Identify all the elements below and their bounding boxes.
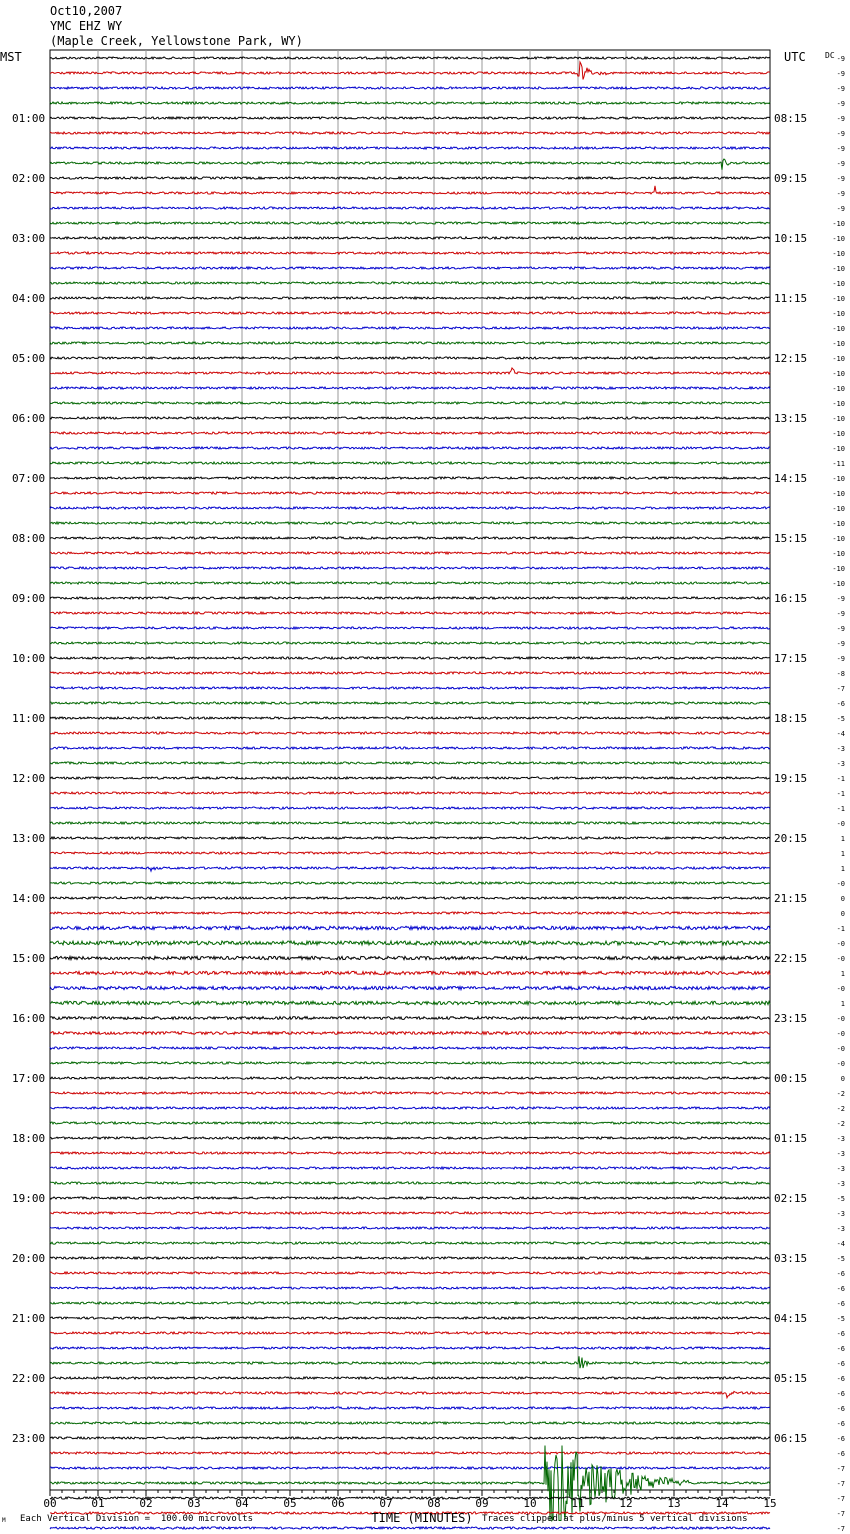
trace-row <box>50 777 770 779</box>
x-tick-label: 12 <box>619 1497 633 1510</box>
trace-row <box>50 1001 770 1005</box>
trace-row <box>50 477 770 479</box>
dc-offset-label: -10 <box>832 400 845 408</box>
trace-row <box>50 132 770 134</box>
utc-hour-label: 10:15 <box>774 232 808 245</box>
dc-offset-label: -3 <box>836 1225 845 1233</box>
dc-offset-label: -10 <box>832 295 845 303</box>
dc-offset-label: -6 <box>836 1450 845 1458</box>
dc-offset-label: -1 <box>836 925 845 933</box>
dc-offset-label: -10 <box>832 475 845 483</box>
utc-hour-label: 23:15 <box>774 1012 808 1025</box>
trace-row <box>50 252 770 254</box>
dc-offset-label: -10 <box>832 430 845 438</box>
dc-offset-label: -2 <box>836 1120 845 1128</box>
trace-row <box>50 642 770 644</box>
trace-row <box>50 1092 770 1094</box>
dc-offset-label: -10 <box>832 490 845 498</box>
dc-offset-label: -7 <box>836 1480 845 1488</box>
left-axis-title: MST <box>0 50 22 64</box>
dc-offset-label: -6 <box>836 700 845 708</box>
trace-row <box>50 807 770 809</box>
dc-offset-label: -2 <box>836 1090 845 1098</box>
trace-row <box>50 222 770 224</box>
dc-offset-label: -10 <box>832 235 845 243</box>
dc-offset-label: -0 <box>836 820 845 828</box>
dc-offset-label: -10 <box>832 310 845 318</box>
trace-row <box>50 1107 770 1109</box>
mst-hour-label: 07:00 <box>12 472 46 485</box>
mst-hour-label: 10:00 <box>12 652 46 665</box>
mst-hour-label: 11:00 <box>12 712 46 725</box>
dc-offset-label: -10 <box>832 220 845 228</box>
station-location: (Maple Creek, Yellowstone Park, WY) <box>50 34 303 48</box>
dc-offset-label: -9 <box>836 85 845 93</box>
trace-row <box>50 87 770 89</box>
dc-offset-label: -10 <box>832 580 845 588</box>
mst-hour-label: 12:00 <box>12 772 46 785</box>
dc-offset-label: -2 <box>836 1105 845 1113</box>
dc-offset-label: -9 <box>836 655 845 663</box>
trace-row <box>50 882 770 884</box>
trace-row <box>50 1422 770 1424</box>
trace-row <box>50 1152 770 1154</box>
dc-offset-label: -10 <box>832 250 845 258</box>
trace-row <box>50 282 770 284</box>
dc-offset-label: -0 <box>836 955 845 963</box>
dc-offset-label: -9 <box>836 205 845 213</box>
trace-row <box>50 342 770 344</box>
trace-row <box>50 687 770 689</box>
utc-hour-label: 01:15 <box>774 1132 808 1145</box>
utc-hour-label: 06:15 <box>774 1432 808 1445</box>
mst-hour-label: 16:00 <box>12 1012 46 1025</box>
dc-offset-label: -9 <box>836 100 845 108</box>
dc-offset-label: 1 <box>840 1000 845 1008</box>
x-tick-label: 01 <box>91 1497 105 1510</box>
utc-hour-label: 19:15 <box>774 772 808 785</box>
mst-hour-label: 04:00 <box>12 292 46 305</box>
dc-offset-label: -9 <box>836 115 845 123</box>
dc-offset-label: -10 <box>832 385 845 393</box>
dc-offset-label: -10 <box>832 550 845 558</box>
dc-offset-label: -3 <box>836 1150 845 1158</box>
trace-row <box>50 1377 770 1379</box>
utc-hour-label: 00:15 <box>774 1072 808 1085</box>
dc-offset-label: -10 <box>832 415 845 423</box>
trace-row <box>50 312 770 314</box>
dc-offset-label: 1 <box>840 865 845 873</box>
dc-offset-label: 0 <box>840 910 845 918</box>
dc-offset-label: -6 <box>836 1390 845 1398</box>
mst-hour-label: 19:00 <box>12 1192 46 1205</box>
dc-offset-label: -0 <box>836 1030 845 1038</box>
mst-hour-label: 02:00 <box>12 172 46 185</box>
dc-offset-label: -3 <box>836 745 845 753</box>
trace-row <box>50 956 770 959</box>
utc-hour-label: 13:15 <box>774 412 808 425</box>
trace-row <box>50 297 770 299</box>
x-tick-label: 07 <box>379 1497 393 1510</box>
mst-hour-label: 13:00 <box>12 832 46 845</box>
dc-offset-label: -9 <box>836 160 845 168</box>
trace-row <box>50 507 770 509</box>
trace-row <box>50 926 770 930</box>
dc-offset-label: 1 <box>840 970 845 978</box>
corner-mark: M <box>2 1517 6 1524</box>
dc-offset-label: -6 <box>836 1435 845 1443</box>
dc-offset-label: -4 <box>836 1240 845 1248</box>
station-code: YMC EHZ WY <box>50 19 123 33</box>
dc-offset-label: 1 <box>840 835 845 843</box>
trace-row <box>50 327 770 329</box>
dc-offset-label: -7 <box>836 685 845 693</box>
dc-offset-label: -5 <box>836 1255 845 1263</box>
mst-hour-label: 18:00 <box>12 1132 46 1145</box>
utc-hour-label: 22:15 <box>774 952 808 965</box>
dc-offset-label: -6 <box>836 1330 845 1338</box>
trace-row <box>50 1062 770 1064</box>
trace-row <box>50 147 770 149</box>
trace-row <box>50 1302 770 1304</box>
trace-row <box>50 1182 770 1184</box>
utc-hour-label: 09:15 <box>774 172 808 185</box>
trace-row <box>50 462 770 464</box>
dc-offset-label: -9 <box>836 145 845 153</box>
dc-title: DC <box>825 51 835 60</box>
dc-offset-label: -8 <box>836 670 845 678</box>
mst-hour-label: 03:00 <box>12 232 46 245</box>
utc-hour-label: 15:15 <box>774 532 808 545</box>
dc-offset-label: -5 <box>836 1195 845 1203</box>
trace-row <box>50 1257 770 1259</box>
trace-row <box>50 207 770 209</box>
dc-offset-label: -10 <box>832 520 845 528</box>
dc-offset-label: -10 <box>832 370 845 378</box>
dc-offset-label: -5 <box>836 1315 845 1323</box>
dc-offset-label: -10 <box>832 325 845 333</box>
dc-offset-label: -7 <box>836 1465 845 1473</box>
dc-offset-label: -4 <box>836 730 845 738</box>
trace-row <box>50 792 770 794</box>
trace-row <box>50 237 770 239</box>
trace-row <box>50 1407 770 1409</box>
trace-row <box>50 1347 770 1349</box>
trace-row <box>50 1077 770 1079</box>
trace-row <box>50 1527 770 1529</box>
trace-row <box>50 1122 770 1124</box>
utc-hour-label: 21:15 <box>774 892 808 905</box>
dc-offset-label: -7 <box>836 1495 845 1503</box>
x-tick-label: 13 <box>667 1497 681 1510</box>
mst-hour-label: 20:00 <box>12 1252 46 1265</box>
trace-row <box>50 1197 770 1199</box>
x-tick-label: 03 <box>187 1497 201 1510</box>
trace-row <box>50 186 770 194</box>
dc-offset-label: -3 <box>836 760 845 768</box>
dc-offset-label: -1 <box>836 790 845 798</box>
dc-offset-label: -3 <box>836 1210 845 1218</box>
trace-row <box>50 62 770 79</box>
trace-row <box>50 986 770 989</box>
dc-offset-label: -10 <box>832 280 845 288</box>
trace-row <box>50 537 770 539</box>
dc-offset-label: -11 <box>832 460 845 468</box>
dc-offset-label: -3 <box>836 1165 845 1173</box>
dc-offset-label: -7 <box>836 1510 845 1518</box>
dc-offset-label: -6 <box>836 1360 845 1368</box>
clip-note: Traces clipped at plus/minus 5 vertical divisions <box>482 1514 748 1524</box>
trace-row <box>50 387 770 389</box>
trace-row <box>50 1137 770 1139</box>
x-tick-label: 10 <box>523 1497 537 1510</box>
x-axis-label: TIME (MINUTES) <box>371 1511 473 1525</box>
mst-hour-label: 17:00 <box>12 1072 46 1085</box>
trace-row <box>50 672 770 674</box>
mst-hour-label: 23:00 <box>12 1432 46 1445</box>
trace-row <box>50 522 770 524</box>
trace-row <box>50 159 770 170</box>
trace-row <box>50 1167 770 1169</box>
trace-row <box>50 657 770 659</box>
trace-row <box>50 1467 770 1469</box>
utc-hour-label: 03:15 <box>774 1252 808 1265</box>
dc-offset-label: -6 <box>836 1375 845 1383</box>
trace-row <box>50 1437 770 1439</box>
x-tick-label: 05 <box>283 1497 297 1510</box>
trace-row <box>50 867 770 871</box>
dc-offset-label: -0 <box>836 1045 845 1053</box>
x-tick-label: 15 <box>763 1497 777 1510</box>
trace-row <box>50 897 770 899</box>
utc-hour-label: 16:15 <box>774 592 808 605</box>
dc-offset-label: -6 <box>836 1420 845 1428</box>
trace-row <box>50 822 770 824</box>
trace-row <box>50 702 770 704</box>
x-tick-label: 09 <box>475 1497 489 1510</box>
utc-hour-label: 02:15 <box>774 1192 808 1205</box>
dc-offset-label: -3 <box>836 1135 845 1143</box>
utc-hour-label: 14:15 <box>774 472 808 485</box>
dc-offset-label: -1 <box>836 805 845 813</box>
dc-offset-label: -9 <box>836 175 845 183</box>
trace-row <box>50 1227 770 1229</box>
mst-hour-label: 21:00 <box>12 1312 46 1325</box>
trace-row <box>50 1356 770 1368</box>
dc-offset-label: -3 <box>836 1180 845 1188</box>
dc-offset-label: -0 <box>836 1060 845 1068</box>
mst-hour-label: 14:00 <box>12 892 46 905</box>
mst-hour-label: 22:00 <box>12 1372 46 1385</box>
dc-offset-label: -10 <box>832 445 845 453</box>
trace-row <box>50 971 770 974</box>
x-tick-label: 14 <box>715 1497 729 1510</box>
dc-offset-label: -9 <box>836 130 845 138</box>
trace-row <box>50 612 770 614</box>
utc-hour-label: 08:15 <box>774 112 808 125</box>
dc-offset-label: -9 <box>836 190 845 198</box>
dc-offset-label: -9 <box>836 70 845 78</box>
trace-row <box>50 717 770 719</box>
trace-row <box>50 402 770 404</box>
trace-row <box>50 1272 770 1274</box>
trace-row <box>50 492 770 494</box>
trace-row <box>50 597 770 599</box>
seismic-traces <box>50 57 770 1534</box>
trace-row <box>50 732 770 734</box>
trace-row <box>50 582 770 584</box>
scale-note: Each Vertical Division = 100.00 microvolts <box>20 1514 253 1524</box>
trace-row <box>50 1242 770 1244</box>
mst-hour-label: 06:00 <box>12 412 46 425</box>
x-tick-label: 08 <box>427 1497 441 1510</box>
utc-hour-label: 17:15 <box>774 652 808 665</box>
x-tick-label: 00 <box>43 1497 57 1510</box>
dc-offset-label: -0 <box>836 1015 845 1023</box>
trace-row <box>50 1017 770 1020</box>
trace-row <box>50 837 770 839</box>
dc-offset-label: -5 <box>836 715 845 723</box>
dc-offset-label: -10 <box>832 565 845 573</box>
dc-offset-label: -6 <box>836 1285 845 1293</box>
dc-offset-label: -6 <box>836 1300 845 1308</box>
mst-hour-label: 15:00 <box>12 952 46 965</box>
trace-row <box>50 747 770 749</box>
dc-offset-label: -9 <box>836 55 845 63</box>
dc-offset-label: -10 <box>832 505 845 513</box>
trace-row <box>50 267 770 269</box>
dc-offset-label: -9 <box>836 640 845 648</box>
dc-offset-label: -10 <box>832 535 845 543</box>
utc-hour-label: 18:15 <box>774 712 808 725</box>
dc-offset-label: -0 <box>836 940 845 948</box>
trace-row <box>50 57 770 59</box>
trace-row <box>50 447 770 449</box>
dc-offset-label: -10 <box>832 340 845 348</box>
trace-row <box>50 1317 770 1319</box>
dc-offset-label: -10 <box>832 355 845 363</box>
dc-offset-label: -10 <box>832 265 845 273</box>
mst-hour-label: 05:00 <box>12 352 46 365</box>
mst-hour-label: 09:00 <box>12 592 46 605</box>
dc-offset-label: -0 <box>836 880 845 888</box>
dc-offset-label: 0 <box>840 895 845 903</box>
dc-offset-label: -0 <box>836 985 845 993</box>
trace-row <box>50 852 770 854</box>
dc-offset-label: -6 <box>836 1270 845 1278</box>
right-axis-title: UTC <box>784 50 806 64</box>
utc-hour-label: 05:15 <box>774 1372 808 1385</box>
trace-row <box>50 1452 770 1454</box>
x-tick-label: 04 <box>235 1497 249 1510</box>
utc-hour-label: 04:15 <box>774 1312 808 1325</box>
dc-offset-label: 1 <box>840 850 845 858</box>
trace-row <box>50 627 770 629</box>
trace-row <box>50 1032 770 1035</box>
trace-row <box>50 1287 770 1289</box>
trace-row <box>50 912 770 914</box>
trace-row <box>50 432 770 434</box>
utc-hour-label: 12:15 <box>774 352 808 365</box>
trace-row <box>50 1497 770 1499</box>
trace-row <box>50 1212 770 1214</box>
trace-row <box>50 1446 770 1521</box>
utc-hour-label: 11:15 <box>774 292 808 305</box>
dc-offset-label: -9 <box>836 610 845 618</box>
dc-offset-label: -9 <box>836 625 845 633</box>
trace-row <box>50 762 770 764</box>
x-tick-label: 06 <box>331 1497 345 1510</box>
dc-offset-label: -6 <box>836 1405 845 1413</box>
trace-row <box>50 1391 770 1397</box>
mst-hour-label: 08:00 <box>12 532 46 545</box>
trace-row <box>50 941 770 945</box>
x-tick-label: 11 <box>571 1497 585 1510</box>
trace-row <box>50 357 770 359</box>
mst-hour-label: 01:00 <box>12 112 46 125</box>
dc-offset-label: -1 <box>836 775 845 783</box>
trace-row <box>50 567 770 569</box>
trace-row <box>50 1047 770 1049</box>
x-tick-label: 02 <box>139 1497 153 1510</box>
dc-offset-label: 0 <box>840 1075 845 1083</box>
trace-row <box>50 552 770 554</box>
plot-frame <box>50 50 770 1490</box>
trace-row <box>50 177 770 179</box>
plot-date: Oct10,2007 <box>50 4 123 18</box>
dc-offset-label: -9 <box>836 595 845 603</box>
trace-row <box>50 102 770 104</box>
trace-row <box>50 368 770 374</box>
dc-offset-label: -6 <box>836 1345 845 1353</box>
trace-row <box>50 117 770 119</box>
trace-row <box>50 1332 770 1334</box>
trace-row <box>50 417 770 419</box>
dc-offset-label: -7 <box>836 1525 845 1533</box>
utc-hour-label: 20:15 <box>774 832 808 845</box>
